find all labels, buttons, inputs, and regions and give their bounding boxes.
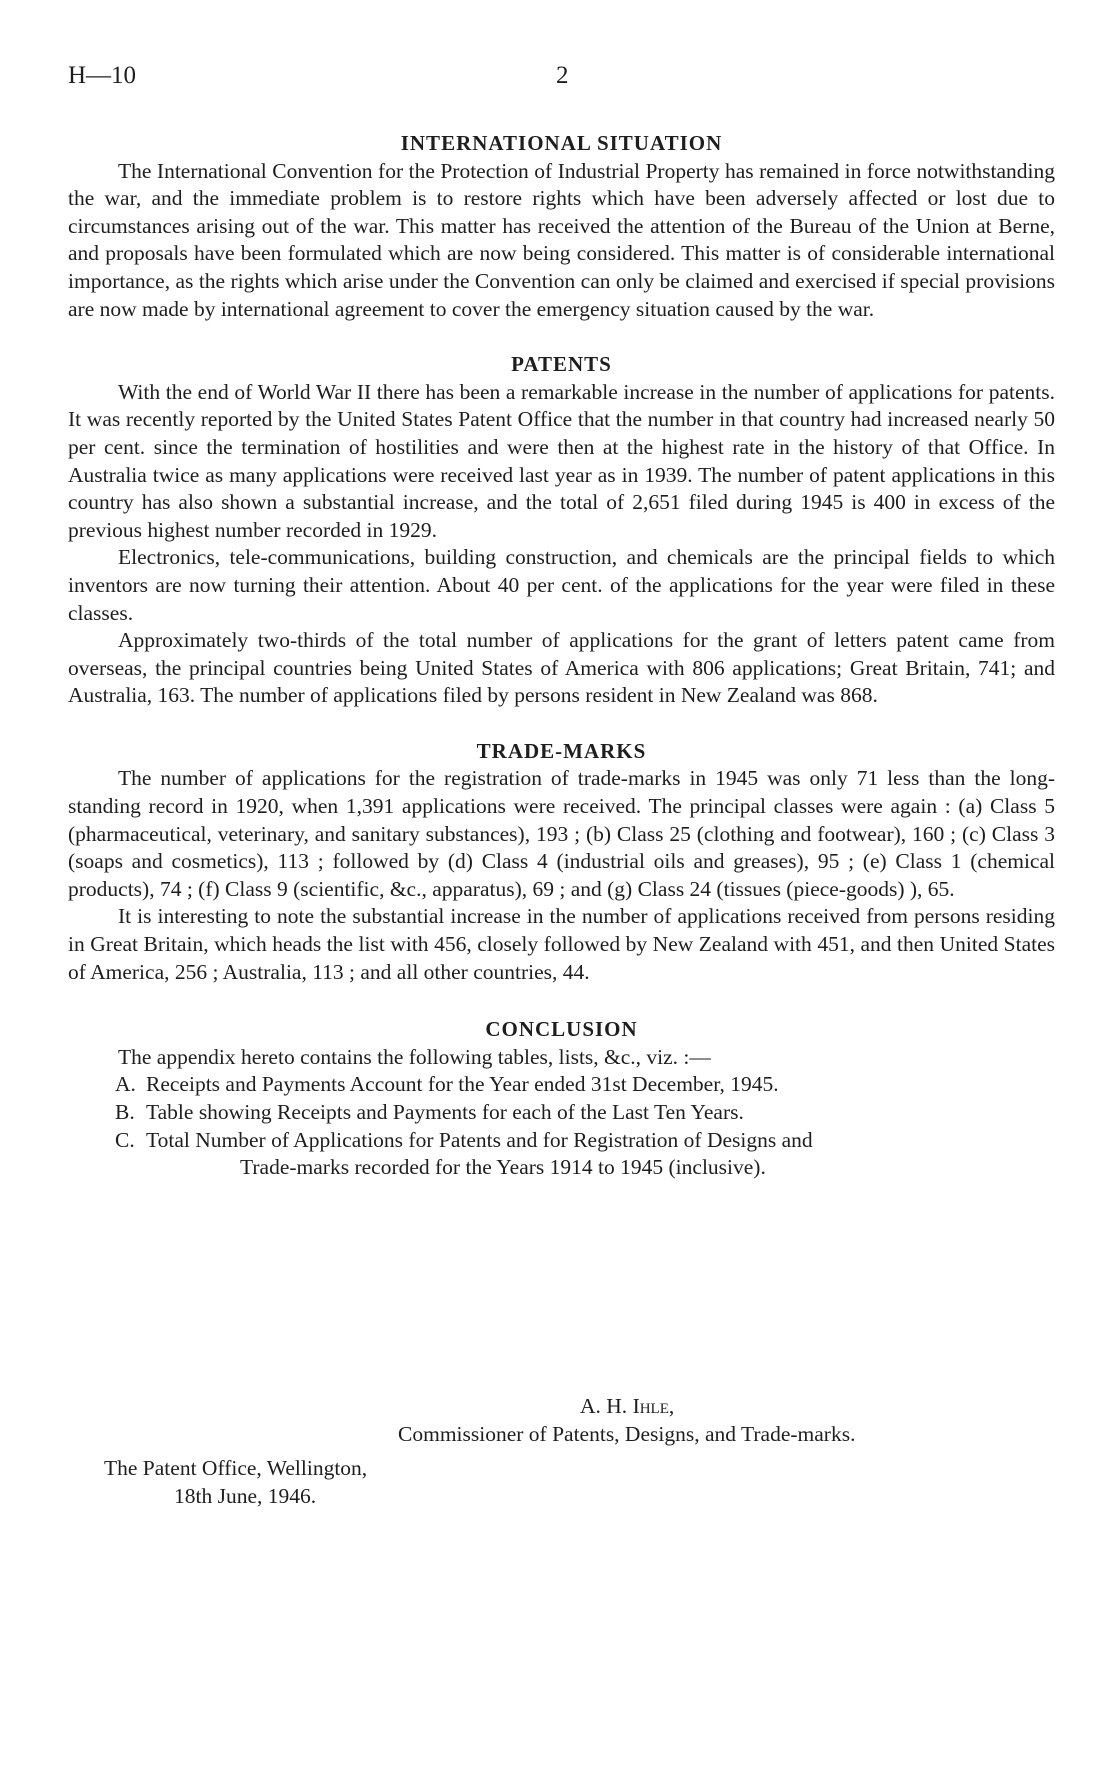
signatory-title: Commissioner of Patents, Designs, and Trade-marks. [398, 1421, 856, 1446]
office-dateline [104, 1455, 367, 1510]
patents-paragraph-1: With the end of World War II there has been a remarkable increase in the number of applications for patents. It was recently reported by the United States Patent Office that the number in that country had increased nearly 50 per cent. since the termination of hostilities and were then at the highest rate in the history of that Office. In Australia twice as many applications were received last year as in 1939. The number of patent applications in this country has also shown a substantial increase, and the total of 2,651 filed during 1945 is 400 in excess of the previous highest number recorded in 1929. [68, 379, 1055, 542]
document-body [68, 130, 1055, 1182]
signatory-initials: A. H. [580, 1394, 628, 1418]
signature-block [398, 1393, 938, 1448]
appendix-item-text: Total Number of Applications for Patents and for Registration of Designs and [146, 1127, 813, 1152]
document-reference: H—10 [68, 62, 137, 89]
trademarks-paragraph-2: It is interesting to note the substantial increase in the number of applications received from persons residing in Great Britain, which heads the list with 456, closely followed by New Zealand with 451, and then United States of America, 256 ; Australia, 113 ; and all other countries, 44. [68, 904, 1055, 984]
office-date: 18th June, 1946. [174, 1483, 317, 1508]
international-paragraph-1: The International Convention for the Protection of Industrial Property has remained in force notwithstanding the war, and the immediate problem is to restore rights which have been adversely affected or lost due to circumstances arising out of the war. This matter has received the attention of the Bureau of the Union at Berne, and proposals have been formulated which are now being considered. This matter is of considerable international importance, as the rights which arise under the Convention can only be claimed and exercised if special provisions are now made by international agreement to cover the emergency situation caused by the war. [68, 158, 1055, 321]
heading-trade-marks: TRADE-MARKS [476, 738, 647, 763]
heading-patents: PATENTS [511, 352, 612, 377]
patents-paragraph-2: Electronics, tele-communications, building construction, and chemicals are the principal fields to which inventors are now turning their attention. About 40 per cent. of the applications for the year were filed in these classes. [68, 545, 1055, 625]
office-place: The Patent Office, Wellington, [104, 1456, 368, 1480]
conclusion-intro: The appendix hereto contains the following tables, lists, &c., viz. :— [118, 1044, 711, 1069]
heading-international-situation: INTERNATIONAL SITUATION [400, 131, 723, 155]
page-header [68, 62, 1046, 102]
appendix-item-text: Table showing Receipts and Payments for each of the Last Ten Years. [146, 1100, 744, 1124]
page-number: 2 [556, 62, 569, 89]
appendix-item-letter: A. [115, 1072, 136, 1097]
appendix-item-text: Receipts and Payments Account for the Year ended 31st December, 1945. [146, 1072, 779, 1097]
signatory-surname: Ihle, [632, 1394, 675, 1418]
appendix-item-c [68, 1127, 1055, 1182]
appendix-item-a [68, 1071, 1055, 1099]
patents-paragraph-3: Approximately two-thirds of the total number of applications for the grant of letters patent came from overseas, the principal countries being United States of America with 806 applications; Great Britain, 741; and Australia, 163. The number of applications filed by persons resident in New Zealand was 868. [68, 628, 1055, 708]
appendix-item-continuation: Trade-marks recorded for the Years 1914 to 1945 (inclusive). [240, 1155, 766, 1180]
appendix-item-b [68, 1099, 1055, 1127]
appendix-item-letter: C. [115, 1127, 135, 1152]
signatory-name [398, 1393, 938, 1421]
trademarks-paragraph-1: The number of applications for the registration of trade-marks in 1945 was only 71 less than the long-standing record in 1920, when 1,391 applications were received. The principal classes were again : (a) Class 5 (pharmaceutical, veterinary, and sanitary substances), 193 ; (b) Class 25 (clothing and footwear), 160 ; (c) Class 3 (soaps and cosmetics), 113 ; followed by (d) Class 4 (industrial oils and greases), 95 ; (e) Class 1 (chemical products), 74 ; (f) Class 9 (scientific, &c., apparatus), 69 ; and (g) Class 24 (tissues (piece-goods) ), 65. [68, 766, 1055, 901]
appendix-item-letter: B. [115, 1100, 135, 1124]
heading-conclusion: CONCLUSION [485, 1017, 638, 1042]
appendix-list [68, 1071, 1055, 1181]
